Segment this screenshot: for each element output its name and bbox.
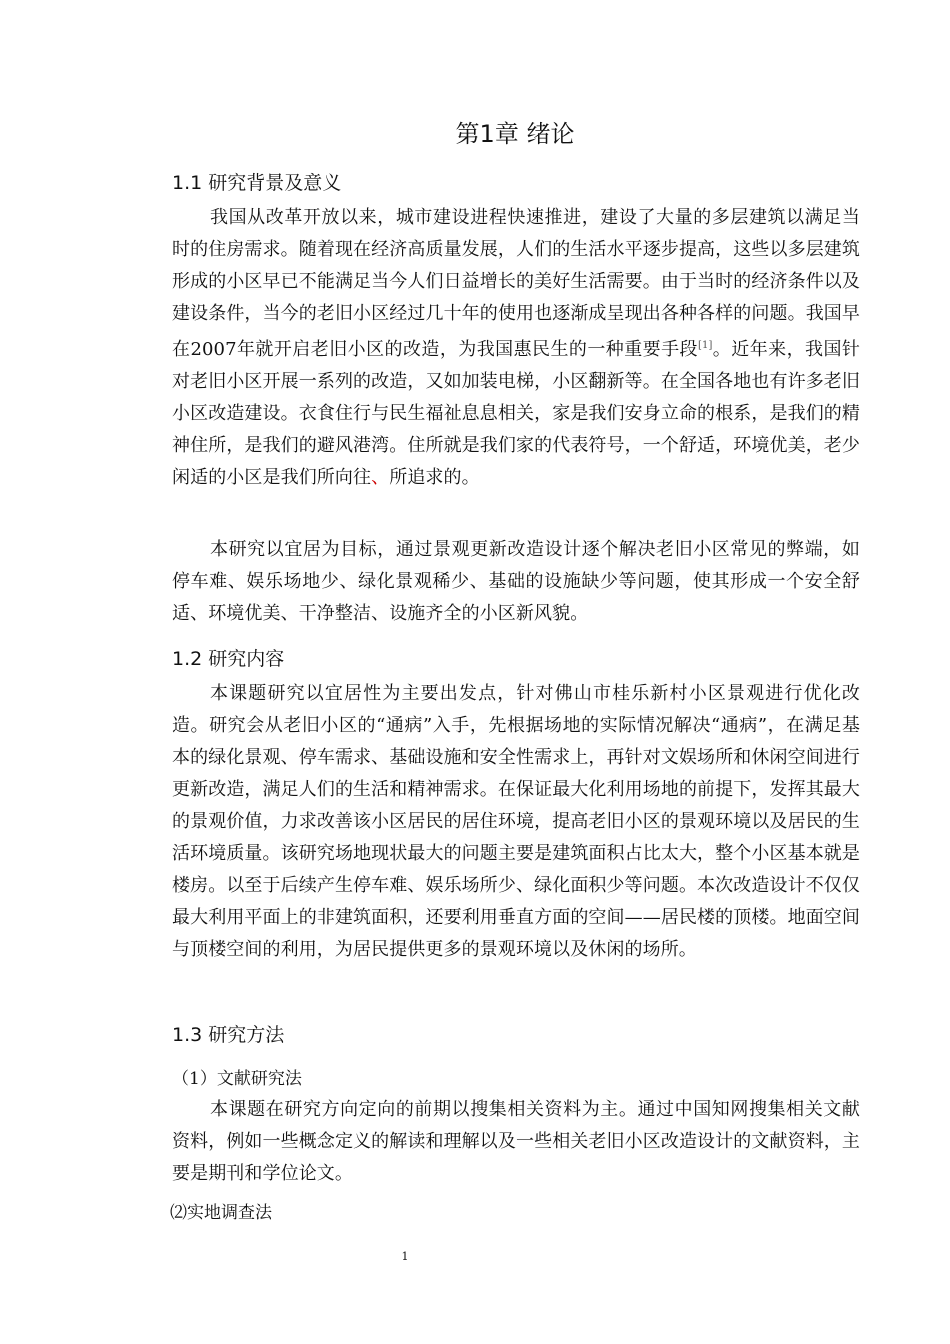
text: 。近年来，我国针对老旧小区开展一系列的改造，又如加装电梯，小区翻新等。在全国各地也有许多老旧小区改造建设。衣食住行与民生福祉息息相关，家是我们安身立命的根系，是我们的精神住所，是我们的避风港湾。住所就是我们家的代表符号，一个舒适，环境优美，老少闲适的小区是我们所向往 (172, 339, 860, 488)
text: 所追求的。 (389, 467, 480, 488)
paragraph-content: 本课题研究以宜居性为主要出发点，针对佛山市桂乐新村小区景观进行优化改造。研究会从老旧小区的“通病”入手，先根据场地的实际情况解决“通病”，在满足基本的绿化景观、停车需求、基础设施和安全性需求上，再针对文娱场所和休闲空间进行更新改造，满足人们的生活和精神需求。在保证最大化利用场地的前提下，发挥其最大的景观价值，力求改善该小区居民的居住环境，提高老旧小区的景观环境以及居民的生活环境质量。该研究场地现状最大的问题主要是建筑面积占比太大，整个小区基本就是楼房。以至于后续产生停车难、娱乐场所少、绿化面积少等问题。本次改造设计不仅仅最大利用平面上的非建筑面积，还要利用垂直方面的空间——居民楼的顶楼。地面空间与顶楼空间的利用，为居民提供更多的景观环境以及休闲的场所。 (172, 683, 860, 960)
citation: [1] (698, 340, 713, 351)
section-heading-1-3: 1.3 研究方法 (172, 1024, 285, 1046)
method-2-label: ⑵实地调查法 (170, 1203, 272, 1223)
chapter-title: 第1章 绪论 (455, 120, 575, 148)
page-number: 1 (401, 1250, 409, 1263)
paragraph-literature-method: 本课题在研究方向定向的前期以搜集相关资料为主。通过中国知网搜集相关文献资料，例如一些概念定义的解读和理解以及一些相关老旧小区改造设计的文献资料，主要是期刊和学位论文。 (172, 1099, 860, 1184)
paragraph-background (172, 202, 860, 494)
section-heading-1-1: 1.1 研究背景及意义 (172, 172, 342, 194)
paragraph-goal: 本研究以宜居为目标，通过景观更新改造设计逐个解决老旧小区常见的弊端，如停车难、娱乐场地少、绿化景观稀少、基础的设施缺少等问题，使其形成一个安全舒适、环境优美、干净整洁、设施齐全的小区新风貌。 (172, 539, 860, 624)
text: 我国从改革开放以来，城市建设进程快速推进，建设了大量的多层建筑以满足当时的住房需求。随着现在经济高质量发展，人们的生活水平逐步提高，这些以多层建筑形成的小区早已不能满足当今人们日益增长的美好生活需要。由于当时的经济条件以及建设条件，当今的老旧小区经过几十年的使用也逐渐成呈现出各种各样的问题。我国早在2007年就开启老旧小区的改造，为我国惠民生的一种重要手段 (172, 207, 860, 360)
method-1-label: （1）文献研究法 (172, 1069, 302, 1089)
section-heading-1-2: 1.2 研究内容 (172, 648, 285, 670)
highlighted-mark: 、 (371, 467, 390, 488)
